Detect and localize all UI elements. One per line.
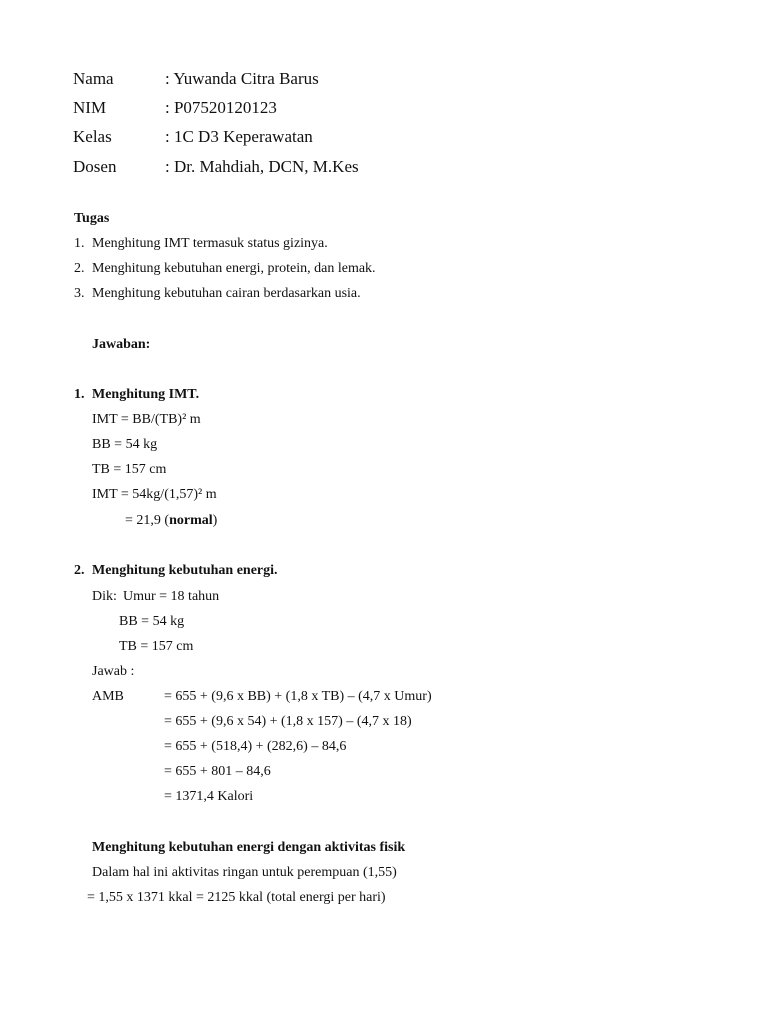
aktivitas-line-2: = 1,55 x 1371 kkal = 2125 kkal (total energi per hari) bbox=[87, 890, 386, 905]
section2-title: Menghitung kebutuhan energi. bbox=[92, 563, 278, 578]
section2-jawab: Jawab : bbox=[92, 664, 135, 679]
section1-line-4: IMT = 54kg/(1,57)² m bbox=[92, 487, 217, 502]
section1-result-status: normal bbox=[169, 513, 213, 528]
tugas-item-num-3: 3. bbox=[74, 286, 85, 301]
section1-line-3: TB = 157 cm bbox=[92, 462, 167, 477]
tugas-item-text-2: Menghitung kebutuhan energi, protein, dan lemak. bbox=[92, 261, 376, 276]
section2-dik-bb: BB = 54 kg bbox=[119, 614, 185, 629]
header-value-nama: : Yuwanda Citra Barus bbox=[165, 69, 319, 88]
section2-num: 2. bbox=[74, 563, 85, 578]
aktivitas-title: Menghitung kebutuhan energi dengan aktivitas fisik bbox=[92, 840, 406, 855]
header-label-dosen: Dosen bbox=[73, 157, 117, 176]
section2-amb-line-3: = 655 + (518,4) + (282,6) – 84,6 bbox=[164, 739, 347, 754]
jawaban-title: Jawaban: bbox=[92, 337, 151, 352]
section2-amb-line-1: = 655 + (9,6 x BB) + (1,8 x TB) – (4,7 x Umur) bbox=[164, 689, 432, 704]
section1-result-suffix: ) bbox=[212, 513, 218, 528]
header-value-nim: : P07520120123 bbox=[165, 98, 277, 117]
section2-dik-tb: TB = 157 cm bbox=[119, 639, 194, 654]
tugas-item-num-1: 1. bbox=[74, 236, 85, 251]
header-label-kelas: Kelas bbox=[73, 127, 112, 146]
header-label-nim: NIM bbox=[73, 98, 107, 117]
section1-title: Menghitung IMT. bbox=[92, 387, 200, 402]
section2-dik-first: Umur = 18 tahun bbox=[123, 589, 220, 604]
section1-num: 1. bbox=[74, 387, 85, 402]
tugas-item-text-1: Menghitung IMT termasuk status gizinya. bbox=[92, 236, 328, 251]
section2-amb-line-4: = 655 + 801 – 84,6 bbox=[164, 764, 271, 779]
header-value-kelas: : 1C D3 Keperawatan bbox=[165, 127, 313, 146]
section2-dik-label: Dik: bbox=[92, 589, 117, 604]
section1-line-1: IMT = BB/(TB)² m bbox=[92, 412, 201, 427]
section1-line-2: BB = 54 kg bbox=[92, 437, 158, 452]
section2-amb-line-5: = 1371,4 Kalori bbox=[164, 789, 254, 804]
section2-amb-line-2: = 655 + (9,6 x 54) + (1,8 x 157) – (4,7 x 18) bbox=[164, 714, 412, 729]
section1-result bbox=[125, 513, 217, 529]
section1-result-prefix: = 21,9 ( bbox=[125, 513, 170, 528]
header-label-nama: Nama bbox=[73, 69, 114, 88]
section2-amb-label: AMB bbox=[92, 689, 124, 704]
header-value-dosen: : Dr. Mahdiah, DCN, M.Kes bbox=[165, 157, 359, 176]
tugas-title: Tugas bbox=[74, 211, 110, 226]
aktivitas-line-1: Dalam hal ini aktivitas ringan untuk perempuan (1,55) bbox=[92, 865, 397, 880]
tugas-item-num-2: 2. bbox=[74, 261, 85, 276]
tugas-item-text-3: Menghitung kebutuhan cairan berdasarkan usia. bbox=[92, 286, 361, 301]
